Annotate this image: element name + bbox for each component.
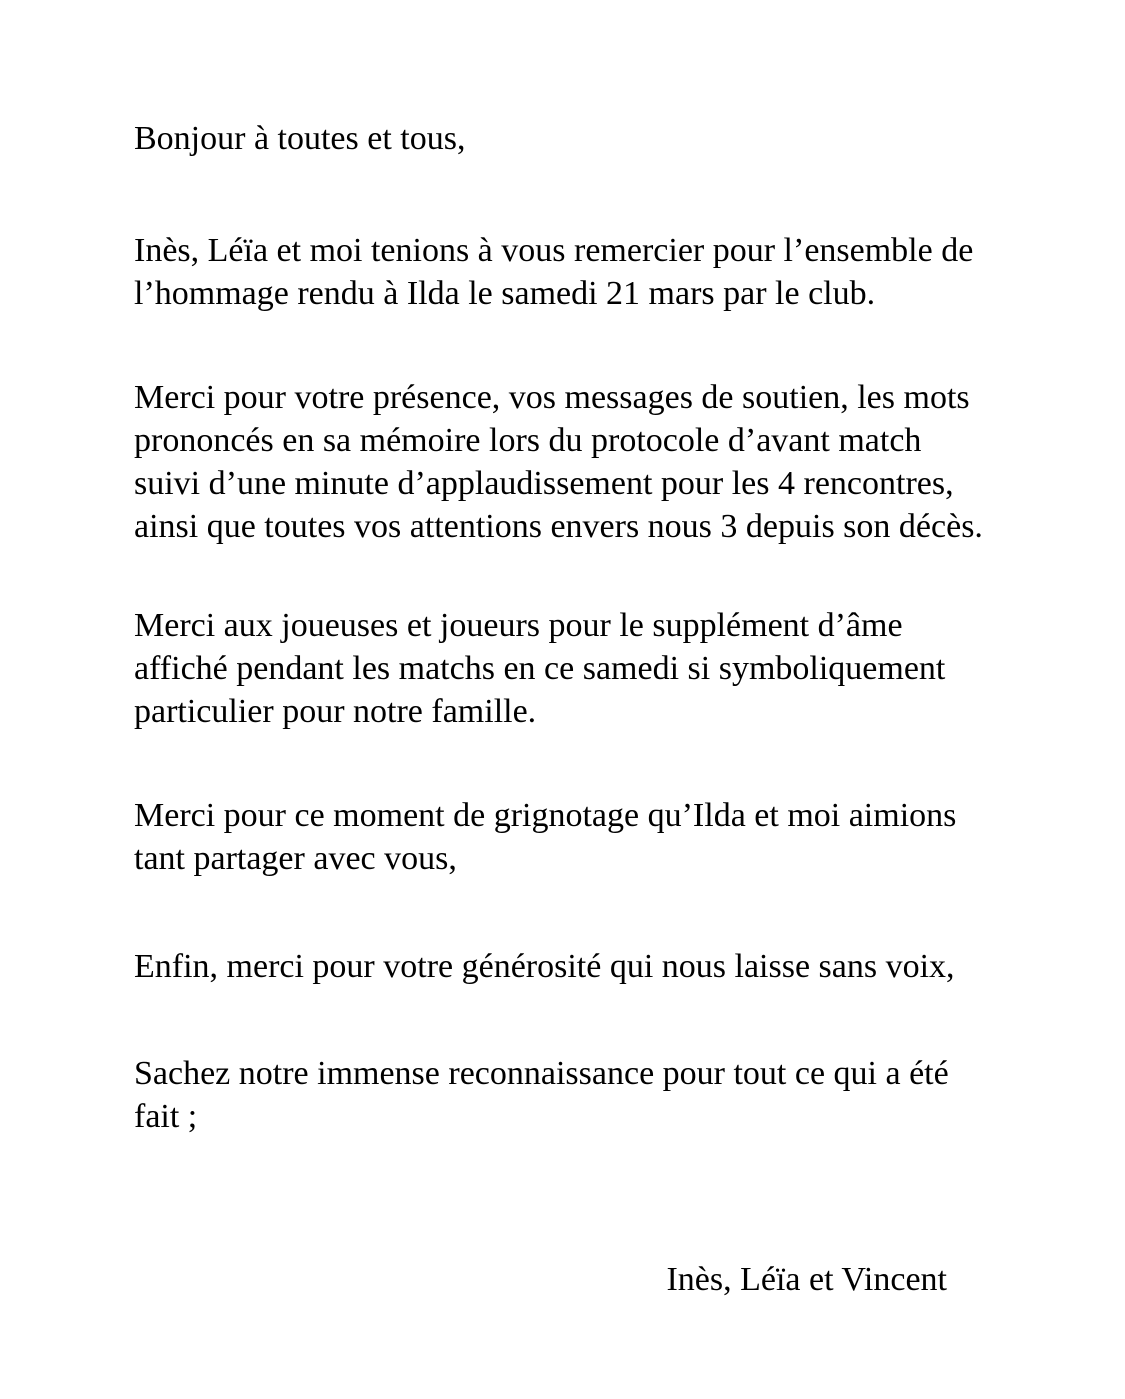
greeting: Bonjour à toutes et tous,	[134, 120, 466, 157]
paragraph-thanks-players: Merci aux joueuses et joueurs pour le supplément d’âme affiché pendant les matchs en ce samedi si symboliquement particulier pour notre famille.	[134, 607, 946, 730]
paragraph-gratitude: Sachez notre immense reconnaissance pour tout ce qui a été fait ;	[134, 1055, 949, 1135]
paragraph-thanks-snack: Merci pour ce moment de grignotage qu’Ilda et moi aimions tant partager avec vous,	[134, 797, 957, 877]
paragraph-thanks-tribute: Inès, Léïa et moi tenions à vous remercier pour l’ensemble de l’hommage rendu à Ilda le samedi 21 mars par le club.	[134, 232, 974, 312]
paragraph-thanks-generosity: Enfin, merci pour votre générosité qui nous laisse sans voix,	[134, 948, 955, 985]
signature: Inès, Léïa et Vincent	[666, 1261, 947, 1298]
paragraph-thanks-presence: Merci pour votre présence, vos messages de soutien, les mots prononcés en sa mémoire lors du protocole d’avant match suivi d’une minute d’applaudissement pour les 4 rencontres, ainsi que toutes vos attentions envers nous 3 depuis son décès.	[134, 379, 983, 545]
